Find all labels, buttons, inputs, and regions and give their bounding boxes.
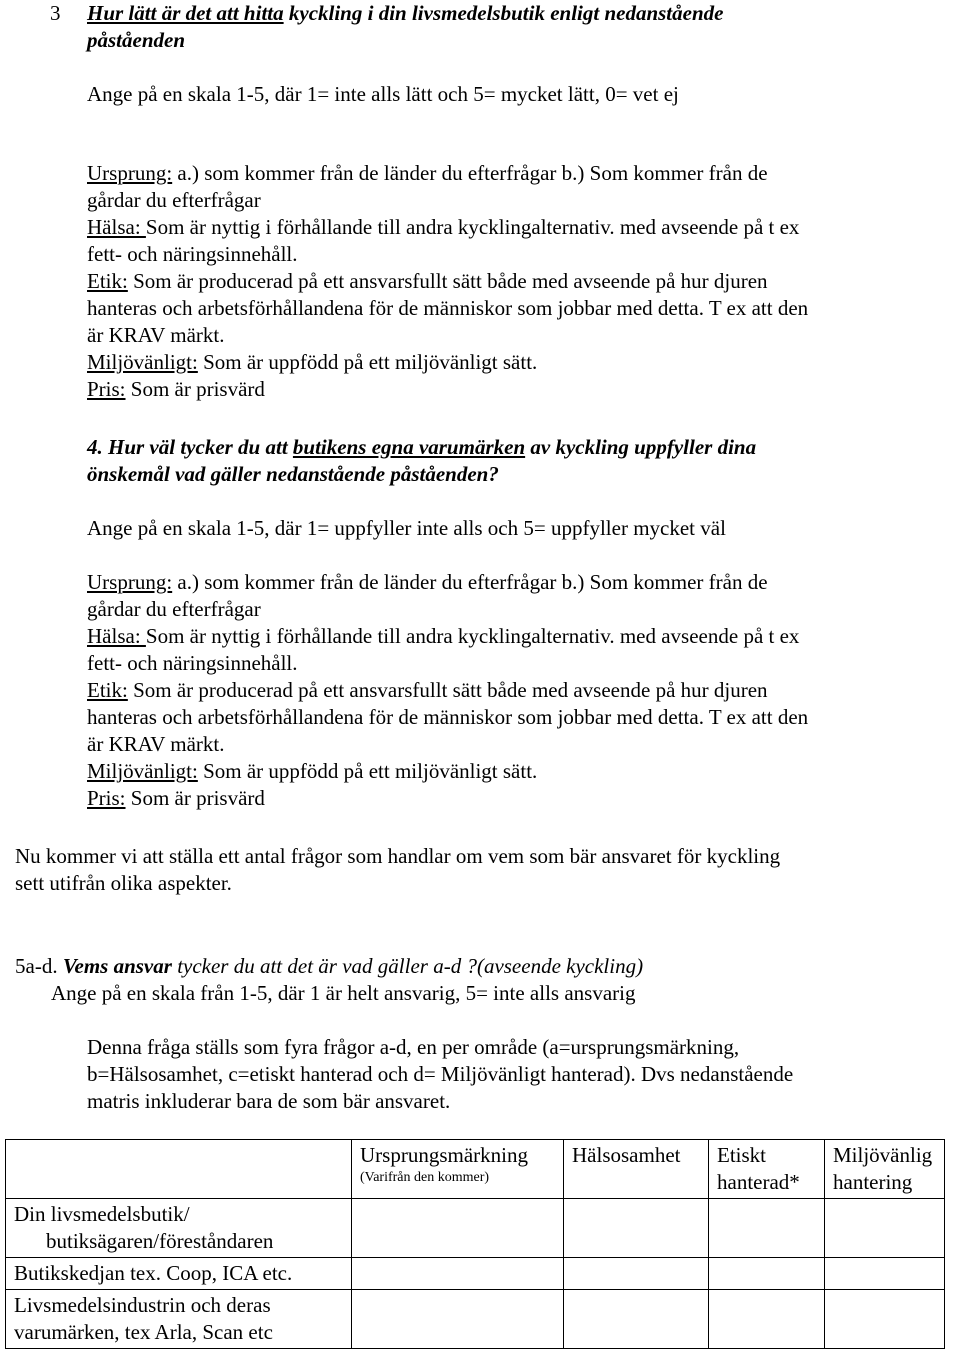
q4-pris-label: Pris:	[87, 786, 126, 810]
answer-cell[interactable]	[825, 1199, 945, 1258]
q3-title	[87, 0, 723, 27]
matrix-header-halsosamhet	[564, 1140, 709, 1199]
matrix-corner-cell	[6, 1140, 352, 1199]
matrix-header-miljo-label: Miljövänlig	[833, 1143, 933, 1167]
q4-title	[87, 434, 756, 461]
q4-miljo-text: Som är uppfödd på ett miljövänligt sätt.	[197, 759, 538, 783]
matrix-header-etiskt-label: Etiskt	[717, 1143, 767, 1167]
matrix-row-label	[6, 1258, 352, 1290]
table-row	[6, 1199, 945, 1258]
q5-scale: Ange på en skala från 1-5, där 1 är helt ansvarig, 5= inte alls ansvarig	[51, 981, 636, 1005]
matrix-header-ursprung-label: Ursprungsmärkning	[360, 1143, 528, 1167]
q3-title-underlined: Hur lätt är det att hitta	[87, 1, 284, 25]
q3-etik-text: Som är producerad på ett ansvarsfullt sätt både med avseende på hur djuren	[127, 269, 768, 293]
q4-scale: Ange på en skala 1-5, där 1= uppfyller inte alls och 5= uppfyller mycket väl	[87, 516, 726, 540]
q3-pris-label: Pris:	[87, 377, 126, 401]
q4-pris-text: Som är prisvärd	[125, 786, 265, 810]
matrix-row-1-line1: Din livsmedelsbutik/	[14, 1202, 190, 1226]
intro-line1: Nu kommer vi att ställa ett antal frågor som handlar om vem som bär ansvaret för kyckling	[15, 844, 781, 868]
matrix-header-ursprung-sub: (Varifrån den kommer)	[360, 1170, 490, 1185]
q4-halsa-text: Som är nyttig i förhållande till andra kycklingalternativ. med avseende på t ex	[145, 624, 800, 648]
q3-etik-label: Etik:	[87, 269, 128, 293]
matrix-row-3-line2: varumärken, tex Arla, Scan etc	[14, 1320, 273, 1344]
answer-cell[interactable]	[564, 1290, 709, 1349]
q3-ursprung-text: a.) som kommer från de länder du efterfrågar b.) Som kommer från de	[172, 161, 768, 185]
q4-number: 4.	[87, 435, 108, 459]
q4-etik-label: Etik:	[87, 678, 128, 702]
matrix-row-2-line1: Butikskedjan tex. Coop, ICA etc.	[14, 1261, 293, 1285]
answer-cell[interactable]	[564, 1258, 709, 1290]
matrix-row-3-line1: Livsmedelsindustrin och deras	[14, 1293, 271, 1317]
q3-criteria	[87, 160, 947, 403]
matrix-header-miljo	[825, 1140, 945, 1199]
q5-title-bold: Vems ansvar	[62, 954, 172, 978]
q5-description	[87, 1034, 793, 1115]
answer-cell[interactable]	[709, 1290, 825, 1349]
matrix-row-label	[6, 1290, 352, 1349]
answer-cell[interactable]	[825, 1258, 945, 1290]
matrix-header-etiskt-label2: hanterad*	[717, 1170, 800, 1194]
q3-pris-text: Som är prisvärd	[125, 377, 265, 401]
q3-heading	[50, 0, 61, 27]
answer-cell[interactable]	[709, 1258, 825, 1290]
q5-desc-line1: Denna fråga ställs som fyra frågor a-d, en per område (a=ursprungsmärkning,	[87, 1035, 740, 1059]
intro-paragraph	[15, 843, 780, 897]
q4-halsa-label: Hälsa:	[87, 624, 146, 648]
q4-etik-text: Som är producerad på ett ansvarsfullt sätt både med avseende på hur djuren	[127, 678, 768, 702]
matrix-header-etiskt	[709, 1140, 825, 1199]
matrix-header-halsosamhet-label: Hälsosamhet	[572, 1143, 681, 1167]
matrix-header-ursprung	[352, 1140, 564, 1199]
q3-title-line2: påståenden	[87, 28, 186, 52]
q3-halsa-text: Som är nyttig i förhållande till andra kycklingalternativ. med avseende på t ex	[145, 215, 800, 239]
answer-cell[interactable]	[352, 1290, 564, 1349]
q5-desc-line2: b=Hälsosamhet, c=etiskt hanterad och d= Miljövänligt hanterad). Dvs nedanstående	[87, 1062, 794, 1086]
q4-title-a: Hur väl tycker du att	[108, 435, 293, 459]
q4-halsa-line2: fett- och näringsinnehåll.	[87, 651, 298, 675]
q5-title-italic: tycker du att det är vad gäller a-d ?(avseende kyckling)	[171, 954, 644, 978]
q3-title-rest: kyckling i din livsmedelsbutik enligt nedanstående	[283, 1, 724, 25]
q5-title	[15, 953, 643, 980]
q3-etik-line3: är KRAV märkt.	[87, 323, 225, 347]
q3-number: 3	[50, 1, 61, 25]
answer-cell[interactable]	[825, 1290, 945, 1349]
matrix-row-label	[6, 1199, 352, 1258]
responsibility-matrix	[5, 1139, 945, 1349]
q3-etik-line2: hanteras och arbetsförhållandena för de människor som jobbar med detta. T ex att den	[87, 296, 809, 320]
q4-miljo-label: Miljövänligt:	[87, 759, 198, 783]
q3-miljo-text: Som är uppfödd på ett miljövänligt sätt.	[197, 350, 538, 374]
q5-desc-line3: matris inkluderar bara de som bär ansvaret.	[87, 1089, 451, 1113]
q5-number: 5a-d.	[15, 954, 63, 978]
q3-scale: Ange på en skala 1-5, där 1= inte alls lätt och 5= mycket lätt, 0= vet ej	[87, 82, 679, 106]
q4-ursprung-text: a.) som kommer från de länder du efterfrågar b.) Som kommer från de	[172, 570, 768, 594]
matrix-header-miljo-label2: hantering	[833, 1170, 913, 1194]
matrix-header-row	[6, 1140, 945, 1199]
q4-title-line2: önskemål vad gäller nedanstående påståenden?	[87, 462, 499, 486]
q4-ursprung-line2: gårdar du efterfrågar	[87, 597, 261, 621]
q4-ursprung-label: Ursprung:	[87, 570, 173, 594]
q3-halsa-line2: fett- och näringsinnehåll.	[87, 242, 298, 266]
answer-cell[interactable]	[352, 1258, 564, 1290]
q3-halsa-label: Hälsa:	[87, 215, 146, 239]
intro-line2: sett utifrån olika aspekter.	[15, 871, 232, 895]
table-row	[6, 1290, 945, 1349]
q4-title-underlined: butikens egna varumärken	[292, 435, 526, 459]
q3-miljo-label: Miljövänligt:	[87, 350, 198, 374]
q4-etik-line3: är KRAV märkt.	[87, 732, 225, 756]
q3-ursprung-line2: gårdar du efterfrågar	[87, 188, 261, 212]
matrix-row-1-line2: butiksägaren/föreståndaren	[46, 1229, 274, 1253]
table-row	[6, 1258, 945, 1290]
q4-title-b: av kyckling uppfyller dina	[525, 435, 757, 459]
answer-cell[interactable]	[709, 1199, 825, 1258]
answer-cell[interactable]	[564, 1199, 709, 1258]
q3-ursprung-label: Ursprung:	[87, 161, 173, 185]
q4-criteria	[87, 569, 947, 812]
q4-etik-line2: hanteras och arbetsförhållandena för de människor som jobbar med detta. T ex att den	[87, 705, 809, 729]
answer-cell[interactable]	[352, 1199, 564, 1258]
